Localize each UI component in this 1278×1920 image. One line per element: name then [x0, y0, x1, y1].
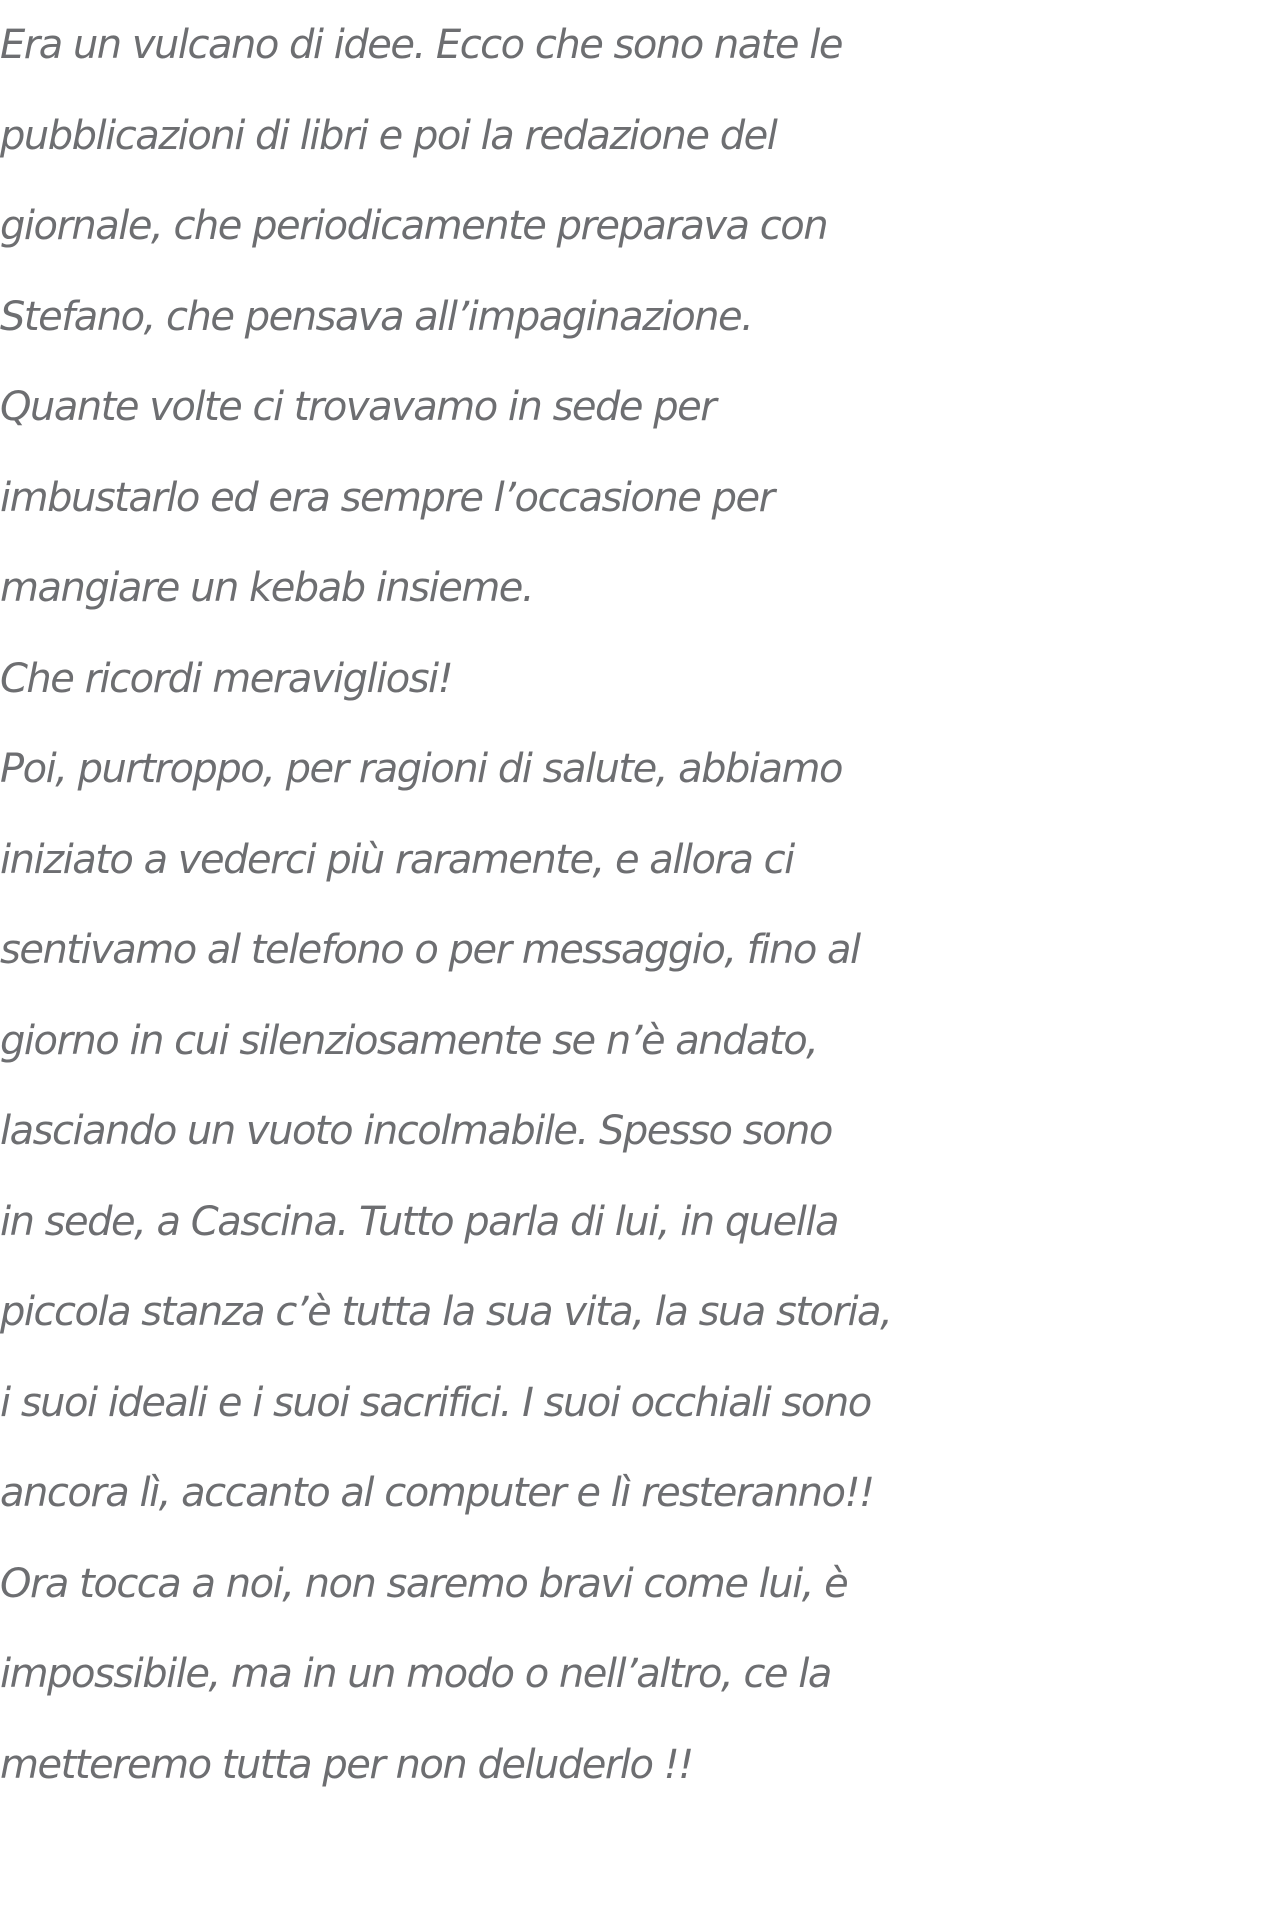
text-line: lasciando un vuoto incolmabile. Spesso sono — [0, 1108, 832, 1154]
text-line: metteremo tutta per non deluderlo !! — [0, 1741, 693, 1788]
text-line: imbustarlo ed era sempre l’occasione per — [0, 474, 774, 521]
text-line: Che ricordi meravigliosi! — [0, 655, 453, 702]
text-line: giorno in cui silenziosamente se n’è andato, — [0, 1017, 818, 1064]
text-line: Quante volte ci trovavamo in sede per — [0, 384, 716, 430]
text-line: i suoi ideali e i suoi sacrifici. I suoi occhiali sono — [0, 1379, 871, 1426]
text-line: Ora tocca a noi, non saremo bravi come lui, è — [0, 1560, 848, 1607]
text-line: mangiare un kebab insieme. — [0, 565, 534, 611]
text-line: in sede, a Cascina. Tutto parla di lui, in quella — [0, 1198, 838, 1245]
text-line: Poi, purtroppo, per ragioni di salute, abbiamo — [0, 746, 842, 792]
text-line: impossibile, ma in un modo o nell’altro, ce la — [0, 1651, 831, 1697]
text-line: ancora lì, accanto al computer e lì resteranno!! — [0, 1470, 874, 1516]
text-line: giornale, che periodicamente preparava con — [0, 203, 828, 249]
text-line: sentivamo al telefono o per messaggio, fino al — [0, 927, 860, 973]
text-line: Stefano, che pensava all’impaginazione. — [0, 293, 753, 340]
text-line: Era un vulcano di idee. Ecco che sono nate le — [0, 22, 842, 68]
text-line: piccola stanza c’è tutta la sua vita, la sua storia, — [0, 1289, 892, 1335]
text-line: pubblicazioni di libri e poi la redazione del — [0, 112, 777, 159]
text-line: iniziato a vederci più raramente, e allora ci — [0, 836, 794, 883]
